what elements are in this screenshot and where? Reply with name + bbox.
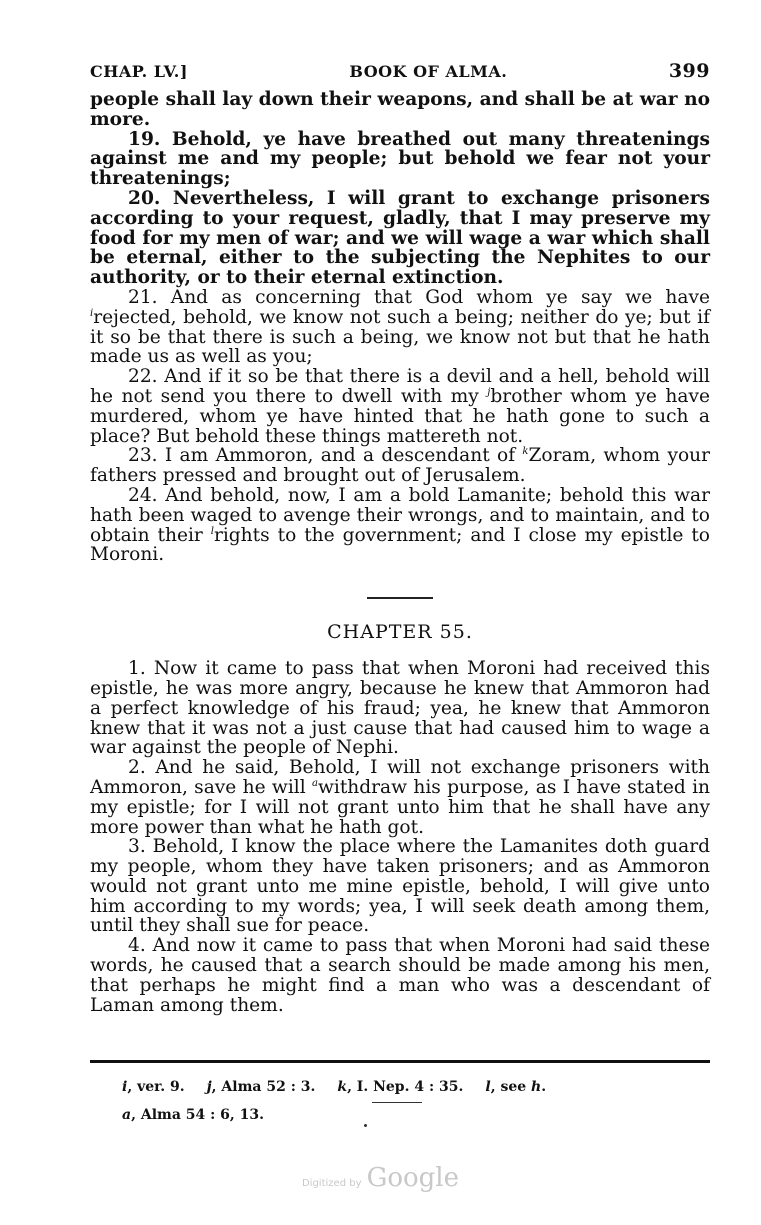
verse-21 [90, 288, 710, 367]
verse-23-text-a: 23. I am Ammoron, and a descendant of [128, 445, 523, 467]
book-title: BOOK OF ALMA. [349, 62, 508, 81]
footnote-i: i, ver. 9. [122, 1079, 185, 1095]
watermark-small-text: Digitized by [301, 1178, 362, 1189]
footnote-row-1 [122, 1073, 662, 1101]
chapter-title: CHAPTER 55. [327, 621, 473, 644]
digitization-watermark [0, 1163, 761, 1193]
stray-mark [364, 1124, 367, 1127]
verse-24-text-a: 24. And behold, now, I am a bold Lamanite; behold this war hath been waged to avenge their wrongs, and to maintain, and to obtain their [90, 484, 710, 546]
verse-22-text-a: 22. And if it so be that there is a devil and a hell, behold will he not send you there to dwell with my [90, 366, 710, 407]
footnote-ref-k: k [522, 446, 529, 458]
running-header [90, 60, 710, 90]
footnote-ref-a: a [311, 777, 318, 789]
verse-21-text-a: 21. And as concerning that God whom ye say we have [128, 286, 710, 308]
footnote-k: k, I. Nep. 4 : 35. [337, 1079, 464, 1095]
footnote-row-2 [122, 1101, 662, 1129]
verse-22 [90, 367, 710, 446]
chapter-verse-4: 4. And now it came to pass that when Moroni had said these words, he caused that a search should be made among his men, that perhaps he might find a man who was a descendant of Laman among them. [90, 935, 710, 1016]
footnote-ref-i: i [90, 307, 94, 319]
footnotes [122, 1073, 662, 1129]
chapter-verse-2-text-a: 2. And he said, Behold, I will not exchange prisoners with Ammoron, save he will [90, 757, 710, 798]
page-number: 399 [668, 60, 710, 82]
footnote-ref-l: l [210, 525, 214, 537]
section-divider [367, 597, 433, 599]
verse-19: 19. Behold, ye have breathed out many threatenings against me and my people; but behold we fear not your threatenings; [90, 128, 710, 190]
chapter-label: CHAP. LV.] [90, 62, 188, 81]
verse-continuation: people shall lay down their weapons, and shall be at war no more. [90, 89, 710, 130]
verse-23 [90, 446, 710, 486]
footnote-j: j, Alma 52 : 3. [206, 1079, 316, 1095]
verse-24-text-b: rights to the government; and I close my epistle to Moroni. [90, 524, 710, 566]
chapter-verse-3: 3. Behold, I know the place where the Lamanites doth guard my people, whom they have taken prisoners; and as Ammoron would not grant unto me mine epistle, behold, I will give unto him according to my words; yea, I will seek death among them, until they shall sue for peace. [90, 836, 710, 937]
chapter-verse-2-text-b: withdraw his purpose, as I have stated in my epistle; for I will not grant unto him that he shall have any more power than what he hath got. [90, 776, 710, 838]
footnote-divider [90, 1060, 710, 1063]
verse-21-text-b: rejected, behold, we know not such a being; neither do ye; but if it so be that there is such a being, we know not but that he hath made us as well as you; [90, 306, 710, 368]
footnote-a: a, Alma 54 : 6, 13. [122, 1107, 265, 1123]
verse-23-text-b: Zoram, whom your fathers pressed and brought out of Jerusalem. [90, 445, 711, 487]
verse-20: 20. Nevertheless, I will grant to exchange prisoners according to your request, gladly, that I may preserve my food for my men of war; and we will wage a war which shall be eternal, either to the subjecting the Nephites to our authority, or to their eternal extinction. [90, 187, 710, 289]
watermark-logo: Google [366, 1163, 459, 1193]
chapter-verse-1: 1. Now it came to pass that when Moroni had received this epistle, he was more angry, because he knew that Ammoron had a perfect knowledge of his fraud; yea, he knew that Ammoron knew that it was not a just cause that had caused him to wage a war against the people of Nephi. [90, 658, 710, 759]
verse-24 [90, 486, 710, 565]
chapter-verse-2 [90, 758, 710, 837]
footnote-l: l, see h. [485, 1079, 547, 1095]
footnote-ref-j: j [487, 386, 491, 398]
footnote-small-rule [372, 1102, 422, 1103]
page [90, 60, 710, 1015]
verse-22-text-b: brother whom ye have murdered, whom ye have hinted that he hath gone to such a place? But behold these things mattereth not. [90, 385, 710, 447]
